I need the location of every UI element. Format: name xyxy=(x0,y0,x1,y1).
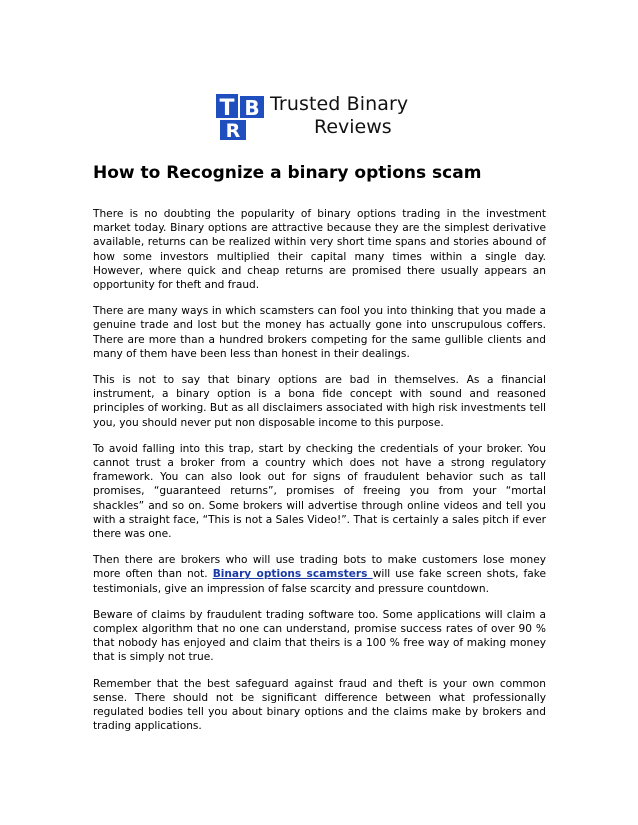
logo-text-line1: Trusted Binary xyxy=(270,93,409,115)
logo-text-line2: Reviews xyxy=(314,116,392,138)
logo-letter-t: T xyxy=(219,96,235,121)
paragraph-4: To avoid falling into this trap, start by checking the credentials of your broker. You cannot trust a broker from a country which does not have a strong regulatory framework. You can also look out for signs of fraudulent behavior such as tall promises, “guaranteed returns”, promises of freeing you from your “mortal shackles” and so on. Some brokers will advertise through online videos and tell you with a straight face, “This is not a Sales Video!”. That is certainly a sales pitch if ever there was one. xyxy=(93,442,546,541)
tbr-logo-icon xyxy=(216,94,266,140)
paragraph-1: There is no doubting the popularity of binary options trading in the investment market today. Binary options are attractive because they are the simplest derivative available, returns can be realized within very short time spans and stories abound of how some investors multiplied their capital many times within a single day. However, where quick and cheap returns are promised there usually appears an opportunity for theft and fraud. xyxy=(93,208,546,292)
paragraph-6: Beware of claims by fraudulent trading software too. Some applications will claim a complex algorithm that no one can understand, promise success rates of over 90 % that nobody has enjoyed and claim that theirs is a 100 % free way of making money that is simply not true. xyxy=(93,608,546,664)
paragraph-3: This is not to say that binary options are bad in themselves. As a financial instrument, a binary option is a bona fide concept with sound and reasoned principles of working. But as all disclaimers associated with high risk investments tell you, you should never put non disposable income to this purpose. xyxy=(93,374,546,429)
paragraph-5 xyxy=(93,553,546,596)
paragraph-2: There are many ways in which scamsters can fool you into thinking that you made a genuine trade and lost but the money has actually gone into unscrupulous coffers. There are more than a hundred brokers competing for the same gullible clients and many of them have been less than honest in their dealings. xyxy=(93,305,546,360)
paragraph-5-before: Then there are brokers who will use trading bots to make customers lose money more often than not. xyxy=(93,554,546,581)
logo-letter-b: B xyxy=(244,96,260,120)
logo-letter-r: R xyxy=(225,120,241,140)
paragraph-7: Remember that the best safeguard against fraud and theft is your own common sense. There should not be significant difference between what professionally regulated bodies tell you about binary options and the claims make by brokers and trading applications. xyxy=(93,677,546,733)
paragraph-5-after: will use fake screen shots, fake testimonials, give an impression of false scarcity and pressure countdown. xyxy=(93,568,546,595)
scamsters-link[interactable]: Binary options scamsters xyxy=(212,568,373,581)
page-title: How to Recognize a binary options scam xyxy=(93,163,482,183)
brand-logo xyxy=(216,94,426,140)
article-body xyxy=(93,207,546,746)
